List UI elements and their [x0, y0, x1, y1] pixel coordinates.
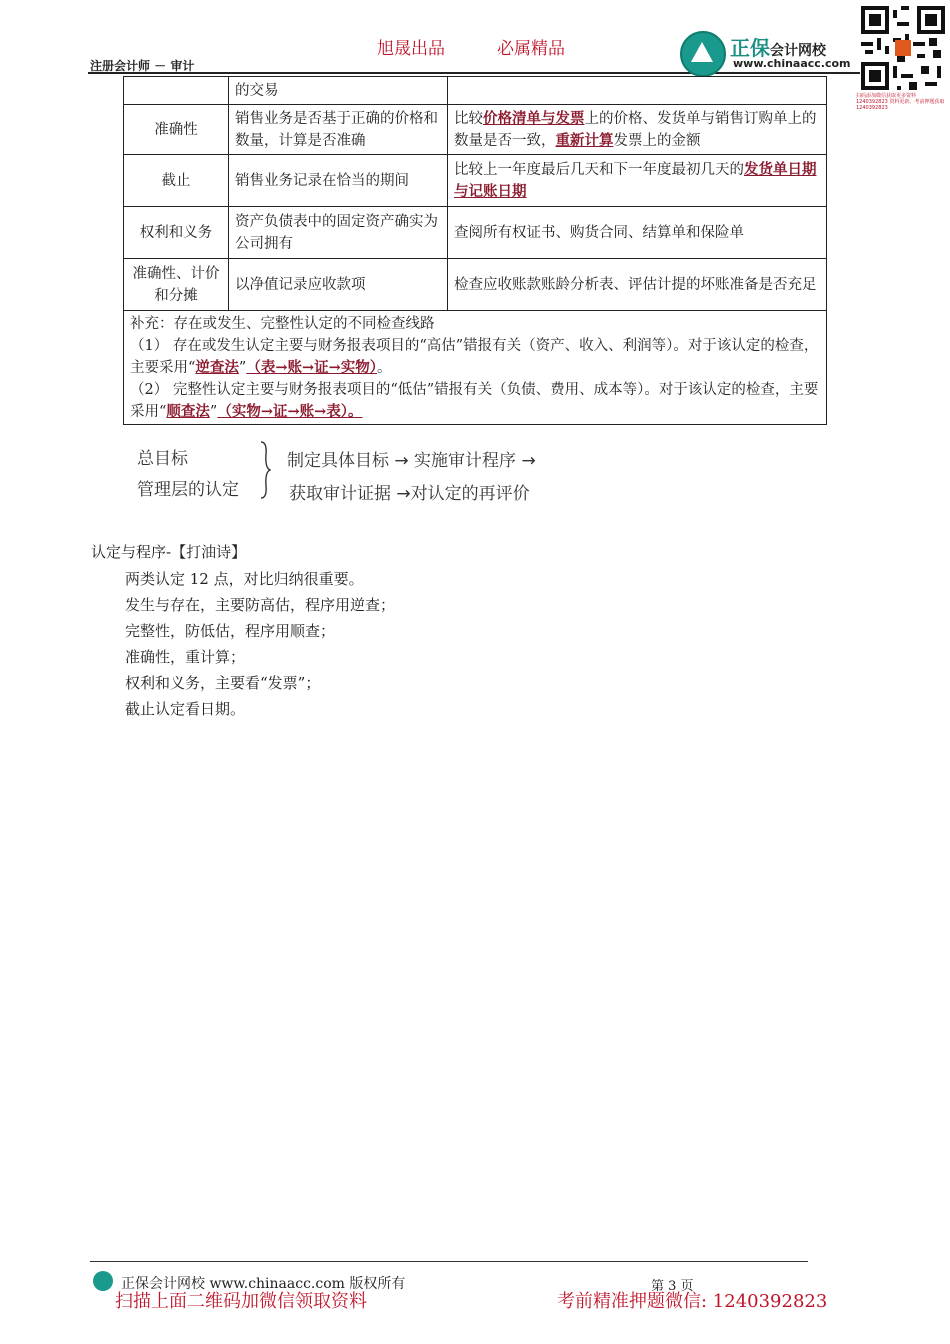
promo-left: 扫描上面二维码加微信领取资料 [115, 1291, 367, 1312]
table-row [124, 259, 827, 311]
poem-line: 权利和义务，主要看“发票”； [125, 674, 321, 692]
key-term: （表→账→证→实物） [246, 359, 378, 376]
key-term: 顺查法 [166, 403, 210, 420]
qr-code-icon [860, 6, 946, 90]
description-cell: 资产负债表中的固定资产确实为公司拥有 [229, 207, 448, 259]
page-number: 第 3 页 [651, 1279, 694, 1294]
assertion-cell: 准确性、计价和分摊 [124, 259, 229, 311]
handwriting-left-2: 管理层的认定 [137, 480, 239, 500]
header-divider [88, 72, 860, 74]
brand-name-sub: 会计网校 [770, 43, 826, 59]
assertion-table [123, 76, 827, 425]
procedure-cell [448, 77, 827, 105]
key-term: 逆查法 [195, 359, 239, 376]
poem-line: 两类认定 12 点，对比归纳很重要。 [125, 570, 364, 588]
procedure-text: 发票上的金额 [613, 132, 701, 149]
assertion-cell: 准确性 [124, 105, 229, 155]
note-text: （1） 存在或发生认定主要与财务报表项目的“高估”错报有关（资产、收入、利润等）。对于该认定的检查，主要采用“ [130, 338, 819, 376]
header-slogan-right: 必属精品 [497, 39, 565, 59]
procedure-cell: 检查应收账款账龄分析表、评估计提的坏账准备是否充足 [448, 259, 827, 311]
poem-line: 截止认定看日期。 [125, 700, 246, 718]
note-title: 补充：存在或发生、完整性认定的不同检查线路 [130, 316, 435, 332]
course-title: 注册会计师 － 审计 [90, 59, 195, 73]
header-slogan-left: 旭晟出品 [377, 39, 445, 59]
key-term: 发货单日期与记账日期 [454, 160, 817, 200]
poem-line: 准确性，重计算； [125, 648, 246, 666]
assertion-cell [124, 77, 229, 105]
assertion-cell: 权利和义务 [124, 207, 229, 259]
footer-logo-icon [93, 1271, 113, 1291]
table-row [124, 77, 827, 105]
poem-title: 认定与程序-【打油诗】 [91, 543, 247, 561]
note-text: ” [238, 360, 247, 376]
note-text: 。 [377, 360, 392, 376]
procedure-cell [448, 155, 827, 207]
table-row [124, 105, 827, 155]
procedure-text: 比较上一年度最后几天和下一年度最初几天的 [454, 161, 744, 178]
qr-caption: 扫码添加微信获取更多资料 1240392823 资料更新、考前押题获取 1240392823 [856, 93, 945, 111]
description-cell: 销售业务记录在恰当的期间 [229, 155, 448, 207]
key-term: 价格清单与发票 [483, 109, 585, 127]
brace-icon [259, 440, 271, 500]
description-cell: 销售业务是否基于正确的价格和数量，计算是否准确 [229, 105, 448, 155]
poem-line: 发生与存在，主要防高估，程序用逆查； [125, 596, 396, 614]
note-text: ” [209, 404, 218, 420]
poem-line: 完整性，防低估，程序用顺查； [125, 622, 336, 640]
table-row [124, 155, 827, 207]
brand-url: www.chinaacc.com [733, 57, 851, 70]
table-row [124, 207, 827, 259]
description-cell: 以净值记录应收款项 [229, 259, 448, 311]
assertion-cell: 截止 [124, 155, 229, 207]
note-text: （2） 完整性认定主要与财务报表项目的“低估”错报有关（负债、费用、成本等）。对于该认定的检查，主要采用“ [130, 382, 819, 420]
procedure-text: 比较 [454, 110, 483, 127]
note-paragraph-1 [130, 335, 820, 379]
handwriting-right-2: 获取审计证据 →对认定的再评价 [289, 484, 530, 504]
description-cell: 的交易 [229, 77, 448, 105]
handwriting-left-1: 总目标 [137, 449, 188, 469]
key-term: 重新计算 [555, 131, 614, 149]
procedure-cell: 查阅所有权证书、购货合同、结算单和保险单 [448, 207, 827, 259]
procedure-cell [448, 105, 827, 155]
handwriting-right-1: 制定具体目标 → 实施审计程序 → [287, 451, 536, 471]
procedure-text: 上的价格、发货单与销售订购单上的数量是否一致， [454, 110, 817, 149]
brand-logo-icon [680, 31, 726, 77]
footer-copyright: 正保会计网校 www.chinaacc.com 版权所有 [121, 1276, 406, 1292]
footer-divider [90, 1261, 808, 1262]
brand-name-main: 正保 [730, 36, 770, 60]
note-row [124, 311, 827, 425]
note-cell [124, 311, 827, 425]
note-paragraph-2 [130, 379, 820, 423]
promo-right: 考前精准押题微信: 1240392823 [557, 1291, 828, 1312]
key-term: （实物→证→账→表）。 [217, 403, 363, 420]
